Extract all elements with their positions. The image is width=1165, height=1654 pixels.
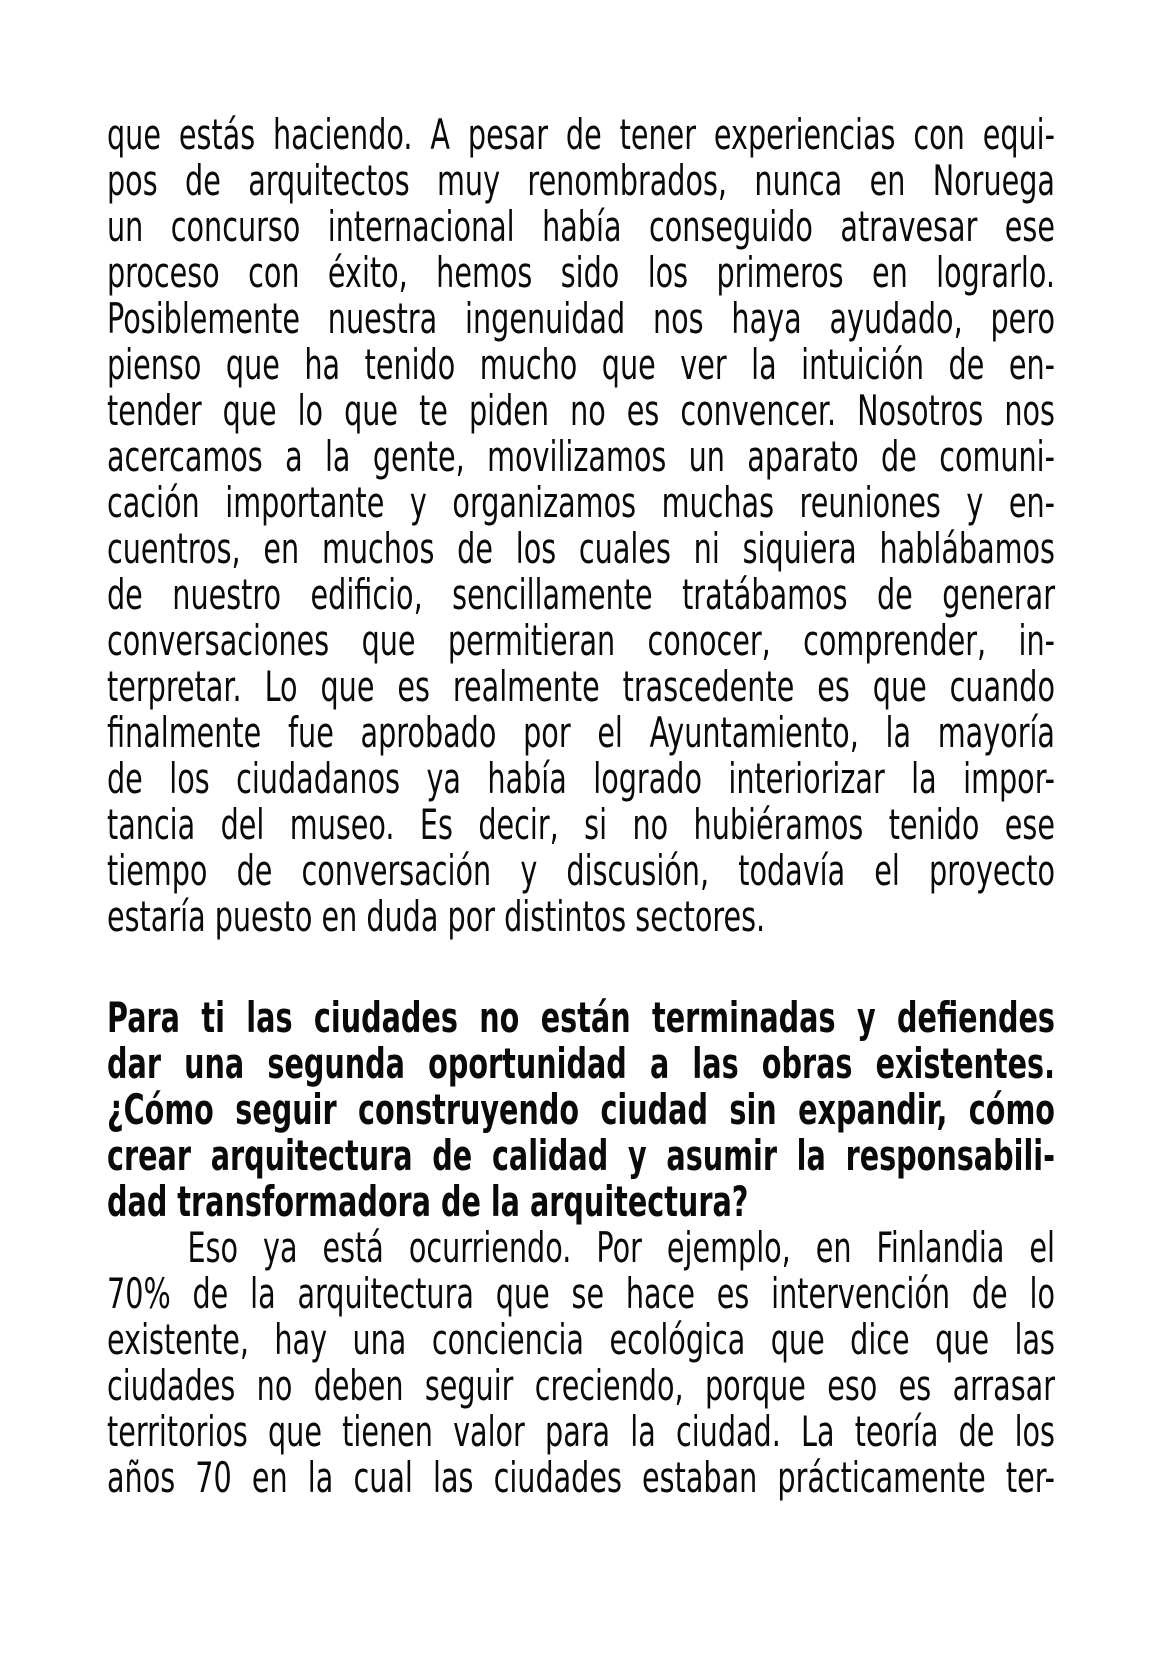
text-line: pienso que ha tenido mucho que ver la intuición de en- bbox=[107, 340, 1055, 389]
text-line: tancia del museo. Es decir, si no hubiéramos tenido ese bbox=[107, 800, 1055, 849]
text-line: Posiblemente nuestra ingenuidad nos haya ayudado, pero bbox=[107, 294, 1055, 343]
text-line: tender que lo que te piden no es convencer. Nosotros nos bbox=[107, 386, 1055, 435]
text-line: que estás haciendo. A pesar de tener experiencias con equi- bbox=[107, 110, 1055, 159]
text-line: finalmente fue aprobado por el Ayuntamiento, la mayoría bbox=[107, 708, 1055, 757]
text-line: Eso ya está ocurriendo. Por ejemplo, en Finlandia el bbox=[187, 1223, 1055, 1272]
text-line: acercamos a la gente, movilizamos un aparato de comuni- bbox=[107, 432, 1055, 481]
text-line: Para ti las ciudades no están terminadas y defiendes bbox=[107, 993, 1055, 1042]
text-line: existente, hay una conciencia ecológica que dice que las bbox=[107, 1315, 1055, 1364]
text-line: pos de arquitectos muy renombrados, nunca en Noruega bbox=[107, 156, 1055, 205]
text-line: 70% de la arquitectura que se hace es intervención de lo bbox=[107, 1269, 1055, 1318]
text-line: terpretar. Lo que es realmente trascedente es que cuando bbox=[107, 662, 1055, 711]
text-line: estaría puesto en duda por distintos sectores. bbox=[107, 892, 766, 941]
text-line: crear arquitectura de calidad y asumir la responsabili- bbox=[107, 1131, 1055, 1180]
text-line: territorios que tienen valor para la ciudad. La teoría de los bbox=[107, 1407, 1055, 1456]
text-line: cuentros, en muchos de los cuales ni siquiera hablábamos bbox=[107, 524, 1055, 573]
text-line: ciudades no deben seguir creciendo, porque eso es arrasar bbox=[107, 1361, 1055, 1410]
text-line: conversaciones que permitieran conocer, comprender, in- bbox=[107, 616, 1055, 665]
text-line: de los ciudadanos ya había logrado interiorizar la impor- bbox=[107, 754, 1055, 803]
text-line: dad transformadora de la arquitectura? bbox=[107, 1177, 749, 1226]
text-line: años 70 en la cual las ciudades estaban prácticamente ter- bbox=[107, 1453, 1055, 1502]
body-continuation-paragraph bbox=[107, 112, 1055, 940]
text-line: de nuestro edificio, sencillamente tratábamos de generar bbox=[107, 570, 1055, 619]
text-line: cación importante y organizamos muchas reuniones y en- bbox=[107, 478, 1055, 527]
text-line: proceso con éxito, hemos sido los primeros en lograrlo. bbox=[107, 248, 1055, 297]
text-line: dar una segunda oportunidad a las obras existentes. bbox=[107, 1039, 1055, 1088]
text-block bbox=[107, 112, 1055, 1501]
interview-question-paragraph bbox=[107, 995, 1055, 1225]
text-line: un concurso internacional había conseguido atravesar ese bbox=[107, 202, 1055, 251]
interview-answer-paragraph bbox=[107, 1225, 1055, 1501]
text-line: ¿Cómo seguir construyendo ciudad sin expandir, cómo bbox=[107, 1085, 1055, 1134]
text-line: tiempo de conversación y discusión, todavía el proyecto bbox=[107, 846, 1055, 895]
